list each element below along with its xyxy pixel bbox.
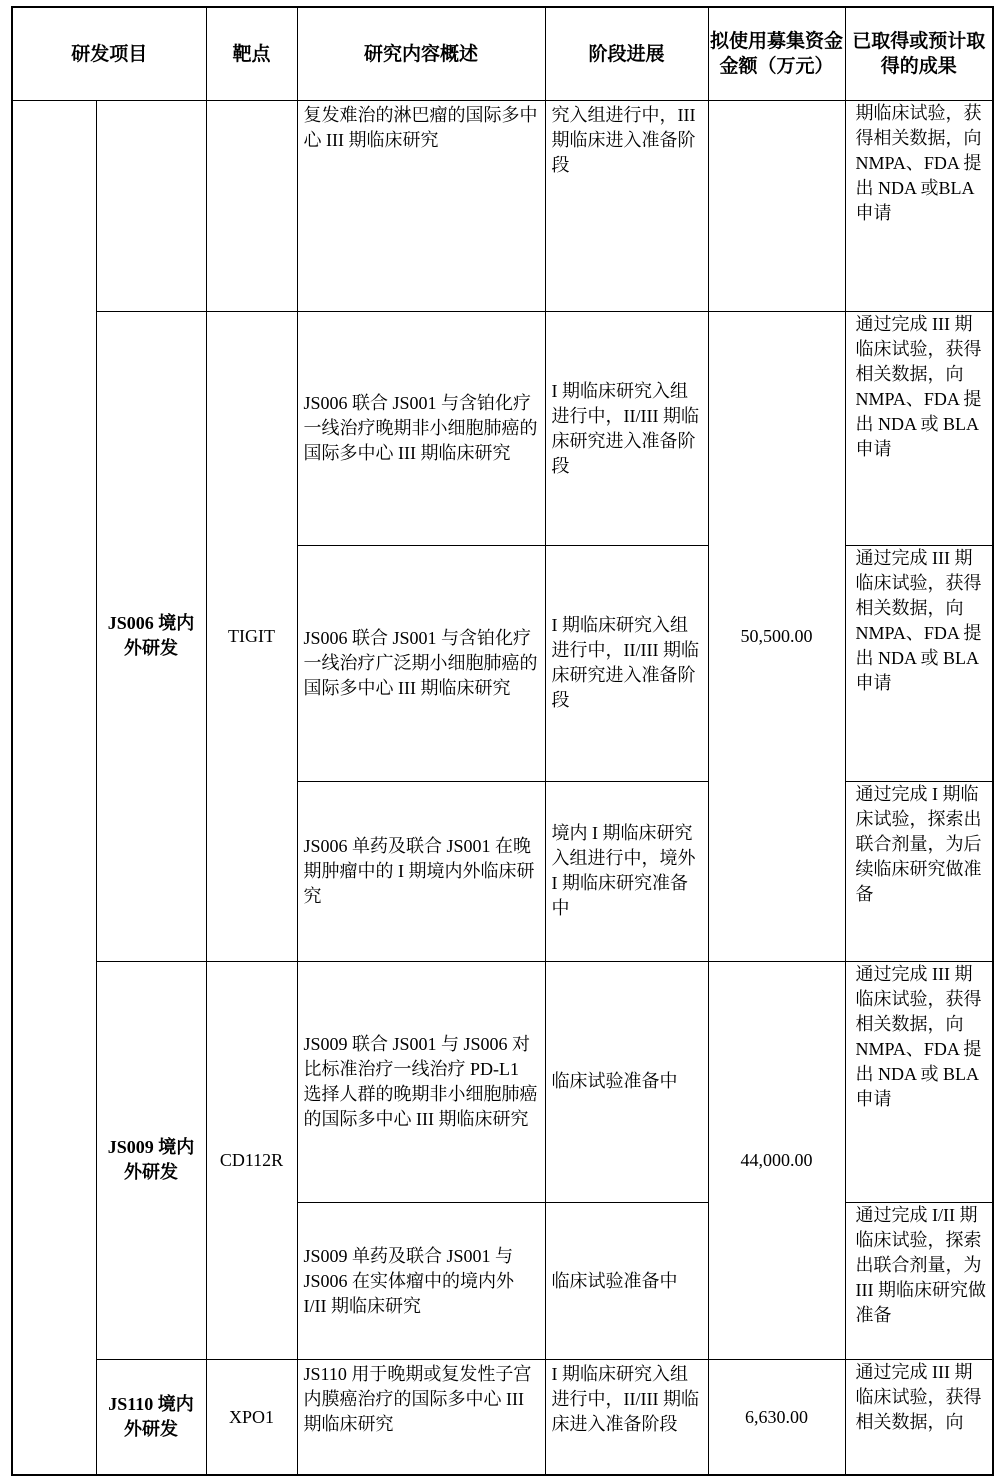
content-cell: JS009 单药及联合 JS001 与 JS006 在实体瘤中的境内外 I/II 期临床研究 — [297, 1203, 545, 1360]
achievement-cell: 期临床试验，获得相关数据，向NMPA、FDA 提出 NDA 或BLA 申请 — [845, 101, 993, 312]
table-row — [12, 961, 993, 1203]
header-amount: 拟使用募集资金金额（万元） — [708, 7, 845, 101]
achievement-cell: 通过完成 I/II 期临床试验，探索出联合剂量，为 III 期临床研究做准备 — [845, 1203, 993, 1360]
header-achievement: 已取得或预计取得的成果 — [845, 7, 993, 101]
progress-cell: 境内 I 期临床研究入组进行中，境外 I 期临床研究准备中 — [545, 782, 708, 961]
project-cell-continued — [96, 101, 206, 312]
table-row — [12, 312, 993, 545]
project-cell: JS009 境内外研发 — [96, 961, 206, 1360]
amount-cell-continued — [708, 101, 845, 312]
target-cell: XPO1 — [206, 1360, 297, 1475]
content-cell: JS006 联合 JS001 与含铂化疗一线治疗广泛期小细胞肺癌的国际多中心 III 期临床研究 — [297, 545, 545, 782]
achievement-cell: 通过完成 III 期临床试验，获得相关数据，向 NMPA、FDA 提出 NDA 或 BLA 申请 — [845, 545, 993, 782]
research-projects-table — [11, 6, 994, 1476]
achievement-cell: 通过完成 III 期临床试验，获得相关数据，向 NMPA、FDA 提出 NDA 或 BLA 申请 — [845, 312, 993, 545]
header-row — [12, 7, 993, 101]
table-row — [12, 1360, 993, 1475]
progress-cell: 临床试验准备中 — [545, 961, 708, 1203]
amount-cell: 6,630.00 — [708, 1360, 845, 1475]
progress-cell: 临床试验准备中 — [545, 1203, 708, 1360]
content-cell: JS009 联合 JS001 与 JS006 对比标准治疗一线治疗 PD-L1 选择人群的晚期非小细胞肺癌的国际多中心 III 期临床研究 — [297, 961, 545, 1203]
header-content: 研究内容概述 — [297, 7, 545, 101]
target-cell: CD112R — [206, 961, 297, 1360]
header-project: 研发项目 — [12, 7, 206, 101]
achievement-cell: 通过完成 I 期临床试验，探索出联合剂量，为后续临床研究做准备 — [845, 782, 993, 961]
outer-category-cell — [12, 101, 96, 1475]
target-cell-continued — [206, 101, 297, 312]
amount-cell: 44,000.00 — [708, 961, 845, 1360]
content-cell: 复发难治的淋巴瘤的国际多中心 III 期临床研究 — [297, 101, 545, 312]
header-progress: 阶段进展 — [545, 7, 708, 101]
table-row — [12, 101, 993, 312]
content-cell: JS006 联合 JS001 与含铂化疗一线治疗晚期非小细胞肺癌的国际多中心 III 期临床研究 — [297, 312, 545, 545]
content-cell: JS006 单药及联合 JS001 在晚期肿瘤中的 I 期境内外临床研究 — [297, 782, 545, 961]
achievement-cell: 通过完成 III 期临床试验，获得相关数据，向 NMPA、FDA 提出 NDA 或 BLA 申请 — [845, 961, 993, 1203]
content-cell: JS110 用于晚期或复发性子宫内膜癌治疗的国际多中心 III 期临床研究 — [297, 1360, 545, 1475]
project-cell: JS006 境内外研发 — [96, 312, 206, 961]
project-cell: JS110 境内外研发 — [96, 1360, 206, 1475]
progress-cell: I 期临床研究入组进行中，II/III 期临床研究进入准备阶段 — [545, 545, 708, 782]
amount-cell: 50,500.00 — [708, 312, 845, 961]
header-target: 靶点 — [206, 7, 297, 101]
progress-cell: I 期临床研究入组进行中，II/III 期临床进入准备阶段 — [545, 1360, 708, 1475]
progress-cell: 究入组进行中，III 期临床进入准备阶段 — [545, 101, 708, 312]
target-cell: TIGIT — [206, 312, 297, 961]
progress-cell: I 期临床研究入组进行中，II/III 期临床研究进入准备阶段 — [545, 312, 708, 545]
achievement-cell: 通过完成 III 期临床试验，获得相关数据，向 — [845, 1360, 993, 1475]
